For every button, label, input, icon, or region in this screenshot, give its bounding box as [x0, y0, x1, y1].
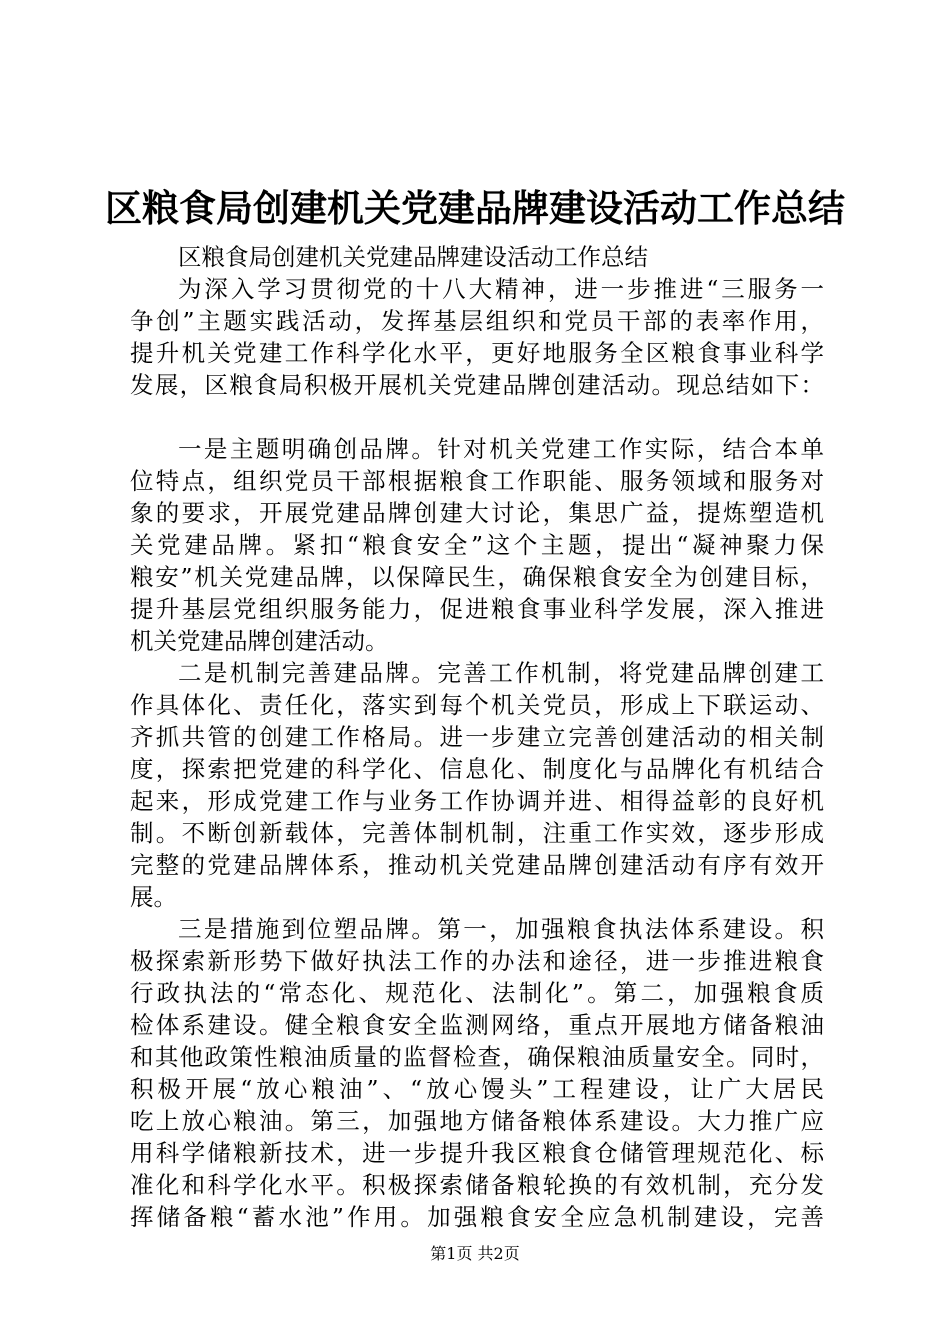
paragraph-line: 完整的党建品牌体系，推动机关党建品牌创建活动有序有效开 [130, 851, 824, 879]
paragraph-line: 积极开展“放心粮油”、“放心馒头”工程建设，让广大居民 [130, 1075, 824, 1103]
paragraph-line: 度，探索把党建的科学化、信息化、制度化与品牌化有机结合 [130, 755, 824, 783]
paragraph-line: 检体系建设。健全粮食安全监测网络，重点开展地方储备粮油 [130, 1011, 824, 1039]
paragraph-line: 机关党建品牌创建活动。 [130, 627, 389, 655]
paragraph-line: 用科学储粮新技术，进一步提升我区粮食仓储管理规范化、标 [130, 1139, 824, 1167]
paragraph-line: 象的要求，开展党建品牌创建大讨论，集思广益，提炼塑造机 [130, 499, 824, 527]
paragraph-line: 位特点，组织党员干部根据粮食工作职能、服务领域和服务对 [130, 467, 824, 495]
paragraph-line: 吃上放心粮油。第三，加强地方储备粮体系建设。大力推广应 [130, 1107, 824, 1135]
paragraph-line: 极探索新形势下做好执法工作的办法和途径，进一步推进粮食 [130, 947, 824, 975]
blank-line [130, 401, 824, 433]
subtitle-line: 区粮食局创建机关党建品牌建设活动工作总结 [178, 243, 648, 271]
paragraph-line: 提升机关党建工作科学化水平，更好地服务全区粮食事业科学 [130, 339, 824, 367]
paragraph-line: 起来，形成党建工作与业务工作协调并进、相得益彰的良好机 [130, 787, 824, 815]
paragraph-line: 为深入学习贯彻党的十八大精神，进一步推进“三服务一 [178, 275, 824, 303]
paragraph-line: 齐抓共管的创建工作格局。进一步建立完善创建活动的相关制 [130, 723, 824, 751]
paragraph-line: 关党建品牌。紧扣“粮食安全”这个主题，提出“凝神聚力保 [130, 531, 824, 559]
paragraph-line: 三是措施到位塑品牌。第一，加强粮食执法体系建设。积 [178, 915, 824, 943]
paragraph-line: 作具体化、责任化，落实到每个机关党员，形成上下联运动、 [130, 691, 824, 719]
paragraph-line: 行政执法的“常态化、规范化、法制化”。第二，加强粮食质 [130, 979, 824, 1007]
paragraph-line: 发展，区粮食局积极开展机关党建品牌创建活动。现总结如下： [130, 371, 824, 399]
paragraph-line: 一是主题明确创品牌。针对机关党建工作实际，结合本单 [178, 435, 824, 463]
paragraph-line: 展。 [130, 883, 177, 911]
paragraph-line: 粮安”机关党建品牌，以保障民生，确保粮食安全为创建目标， [130, 563, 824, 591]
paragraph-line: 提升基层党组织服务能力，促进粮食事业科学发展，深入推进 [130, 595, 824, 623]
document-title: 区粮食局创建机关党建品牌建设活动工作总结 [105, 187, 845, 230]
page-number-footer: 第1页 共2页 [430, 1244, 520, 1263]
paragraph-line: 二是机制完善建品牌。完善工作机制，将党建品牌创建工 [178, 659, 824, 687]
paragraph-line: 挥储备粮“蓄水池”作用。加强粮食安全应急机制建设，完善 [130, 1203, 824, 1231]
paragraph-line: 制。不断创新载体，完善体制机制，注重工作实效，逐步形成 [130, 819, 824, 847]
paragraph-line: 争创”主题实践活动，发挥基层组织和党员干部的表率作用， [130, 307, 824, 335]
paragraph-line: 和其他政策性粮油质量的监督检查，确保粮油质量安全。同时， [130, 1043, 824, 1071]
document-body [130, 241, 824, 1233]
paragraph-line: 准化和科学化水平。积极探索储备粮轮换的有效机制，充分发 [130, 1171, 824, 1199]
